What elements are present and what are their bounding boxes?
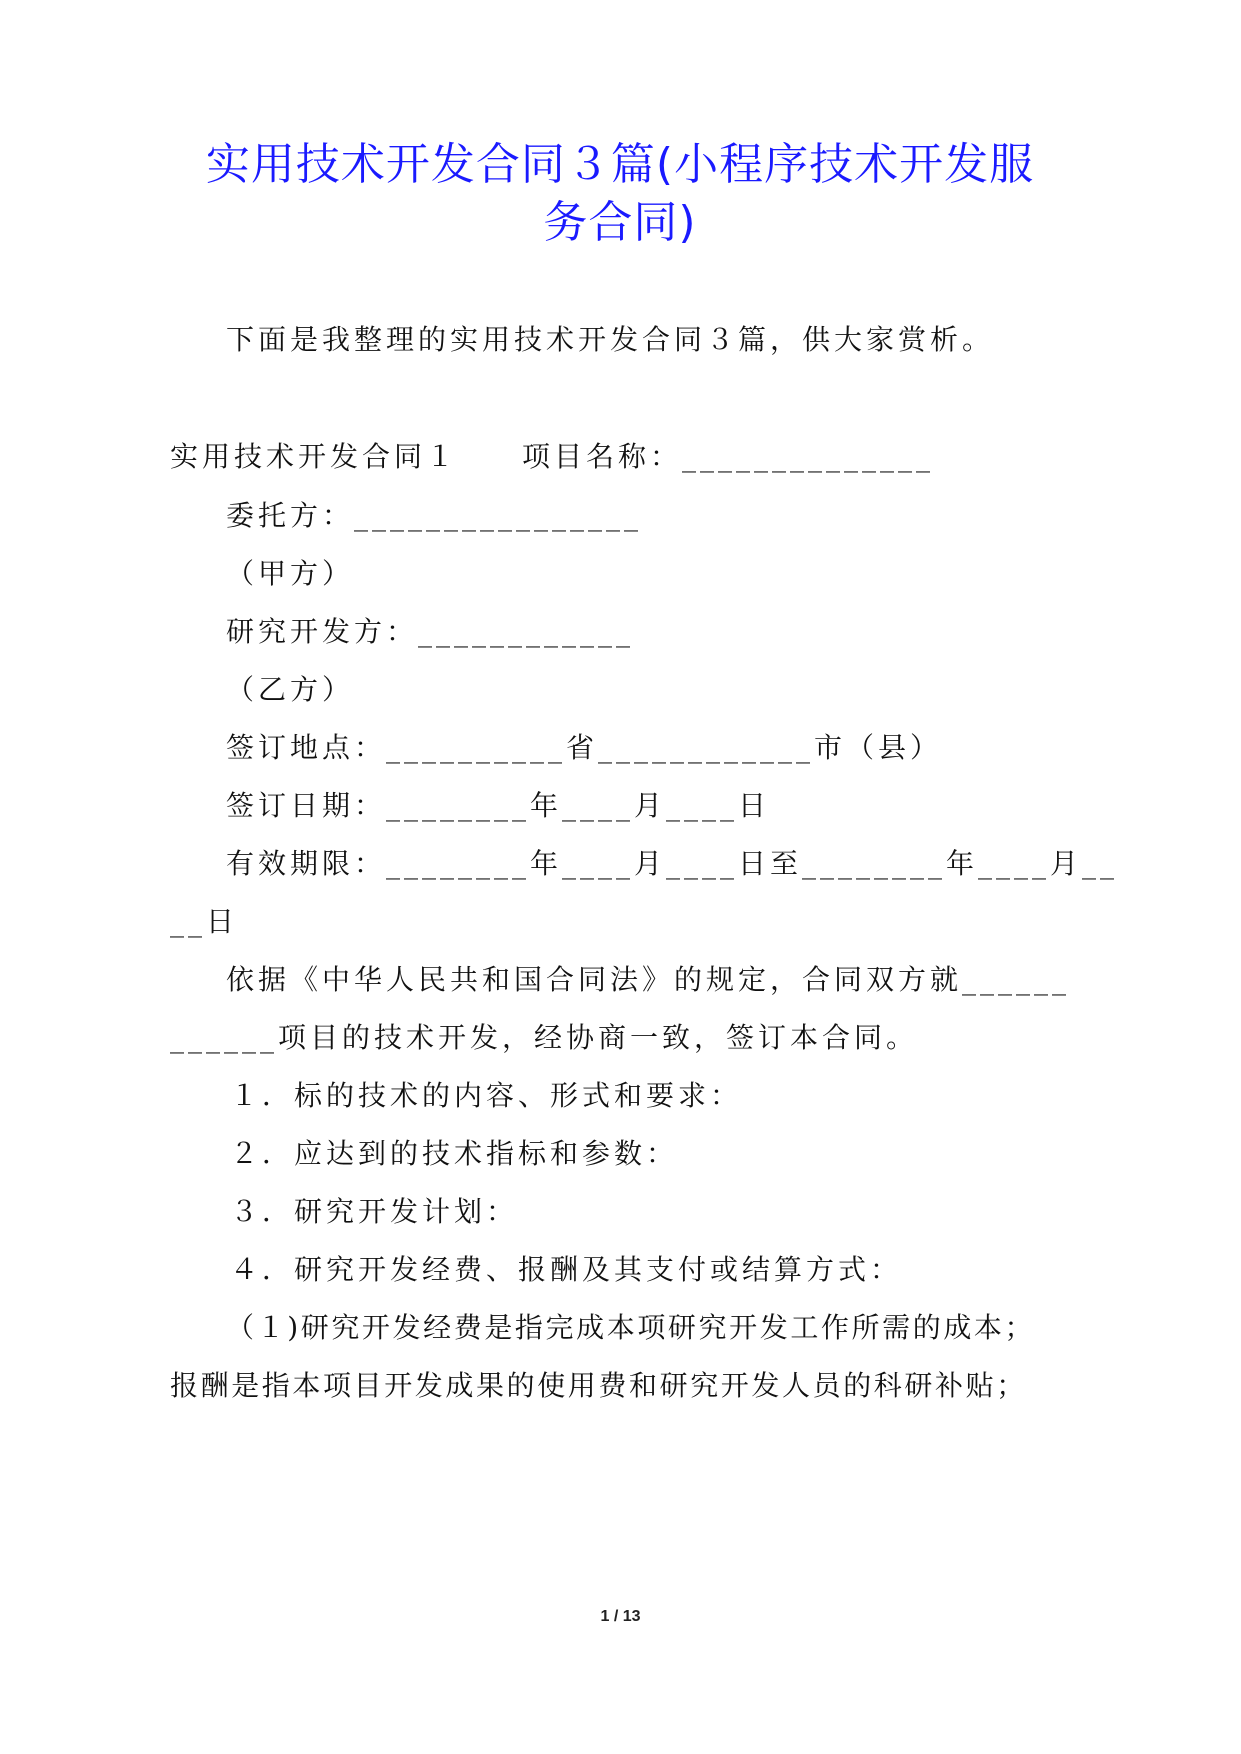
signing-date-field: 签订日期：________年____月____日	[226, 789, 771, 822]
contract-heading-project-name: 实用技术开发合同１ 项目名称：______________	[170, 440, 935, 473]
document-title-line-1: 实用技术开发合同３篇(小程序技术开发服	[205, 139, 1035, 190]
signing-location-field: 签订地点：__________省____________市（县）	[226, 731, 943, 764]
legal-basis-paragraph: 依据《中华人民共和国合同法》的规定，合同双方就______	[226, 963, 1071, 996]
clause-3: ３．研究开发计划：	[230, 1195, 519, 1228]
clause-2: ２．应达到的技术指标和参数：	[230, 1137, 679, 1170]
document-title-line-2: 务合同)	[543, 197, 697, 248]
intro-paragraph: 下面是我整理的实用技术开发合同３篇，供大家赏析。	[226, 323, 995, 356]
legal-basis-continuation: ______项目的技术开发，经协商一致，签订本合同。	[170, 1021, 919, 1054]
clause-1: １．标的技术的内容、形式和要求：	[230, 1079, 743, 1112]
party-a-label: （甲方）	[226, 557, 355, 590]
clause-4-1: （１)研究开发经费是指完成本项研究开发工作所需的成本；	[226, 1311, 1036, 1344]
developer-field: 研究开发方：____________	[226, 615, 635, 648]
clause-4: ４．研究开发经费、报酬及其支付或结算方式：	[230, 1253, 903, 1286]
party-b-label: （乙方）	[226, 673, 355, 706]
client-field: 委托方：________________	[226, 499, 643, 532]
validity-period-field: 有效期限：________年____月____日至________年____月__	[226, 847, 1119, 880]
validity-period-continuation: __日	[170, 905, 239, 938]
clause-4-1-continuation: 报酬是指本项目开发成果的使用费和研究开发人员的科研补贴；	[170, 1369, 1027, 1402]
page-indicator: 1 / 13	[600, 1608, 641, 1625]
